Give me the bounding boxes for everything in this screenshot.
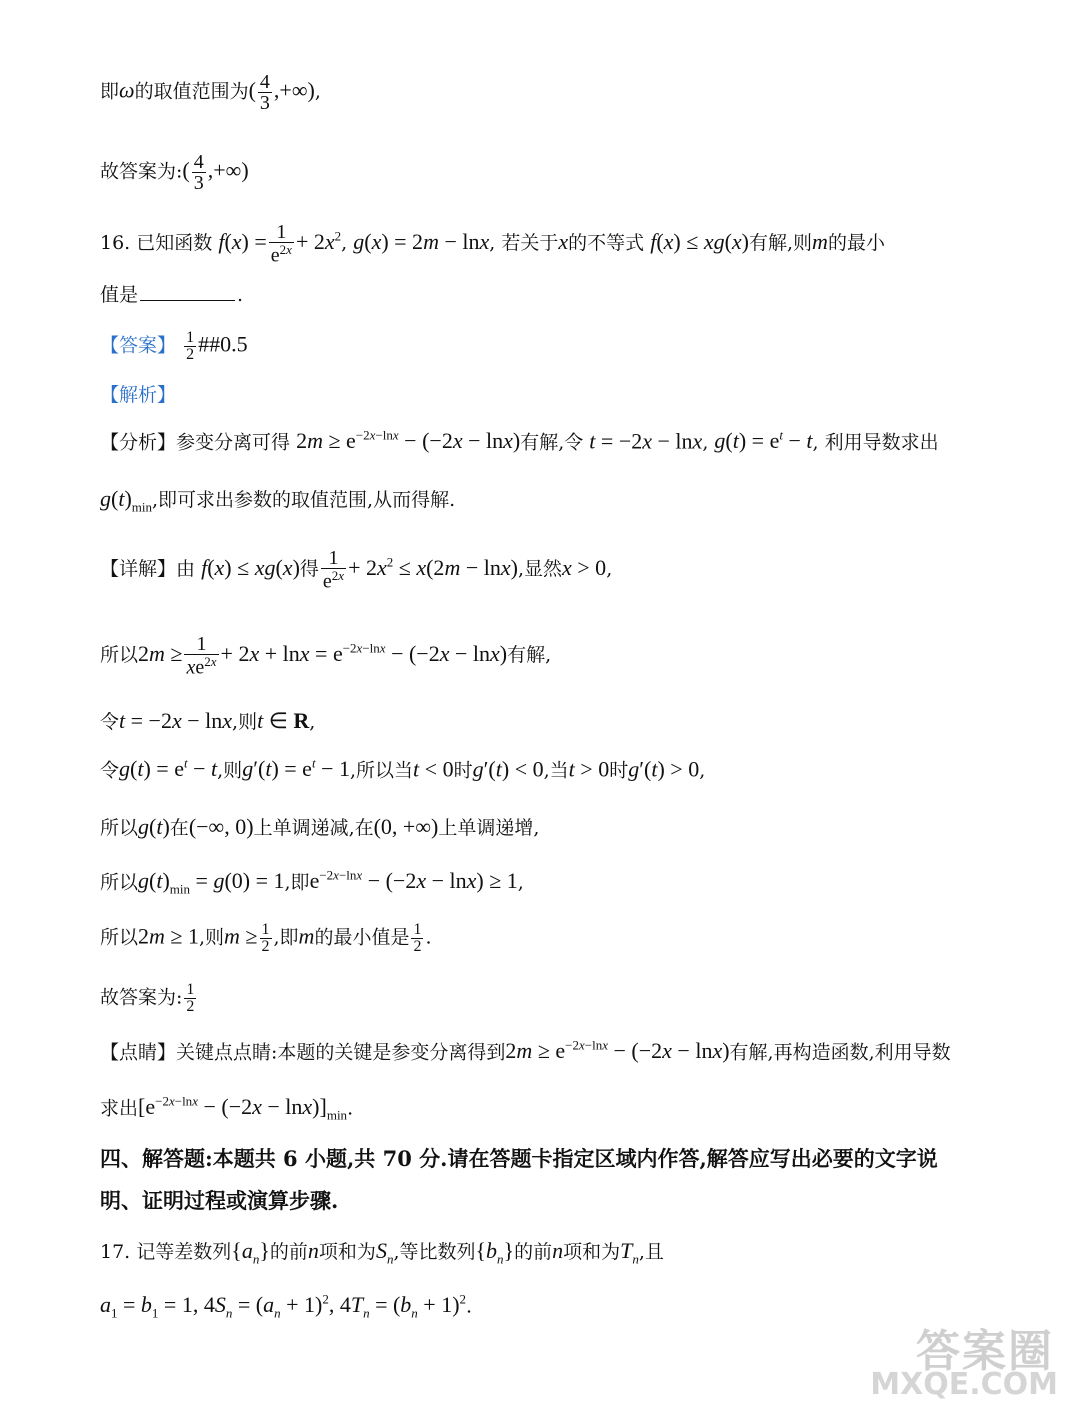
label: 【点睛】 (100, 1041, 177, 1064)
answer-label: 【答案】 (100, 334, 177, 357)
fraction: $\frac{1}{e^{2x}}$ (322, 547, 345, 593)
solution-line-omega-range: 即ω的取值范围为( $\frac{4}{3}$ ,+∞), (100, 71, 321, 114)
fraction: $\frac{1}{e^{2x}}$ (270, 221, 292, 267)
question-number: 16. (100, 231, 131, 254)
step-2: 令t = −2x − lnx,则t ∈ R, (100, 708, 316, 733)
fenxi-line-1: 【分析】参变分离可得 $2m \ge e^{-2x-lnx} - (-2x - \ln x)$有解,令 t = −2x − lnx, $g(t) = e^t - t$, 利用导数求出 (100, 428, 939, 454)
text: 值是 (100, 284, 139, 306)
text: 参变分离可得 (176, 431, 291, 454)
fraction: $\frac{4}{3}$ (259, 71, 270, 114)
text: ,则 (217, 759, 243, 782)
text: 若关于 (501, 231, 559, 254)
step-6: 所以2m ≥ 1,则m ≥ $\frac{1}{2}$ ,即m的最小值是 $\frac{1}{2}$ . (100, 921, 432, 955)
question-17: 17. 记等差数列$\{a_n\}$的前n项和为$S_n$,等比数列$\{b_n\}$的前n项和为$T_n$,且 (100, 1238, 664, 1267)
question-16: 16. 已知函数 f(x) = $\frac{1}{e^{2x}}$ + $2x^2$, g(x) = 2m − lnx, 若关于x的不等式 f(x) ≤ xg(x)有解,则m的最小 (100, 221, 885, 267)
text: 已知函数 (136, 231, 213, 254)
answer-line-2 (100, 982, 198, 1015)
text: 有解, (507, 643, 552, 666)
text: 的最小 (827, 231, 885, 254)
text: 时 (609, 759, 629, 782)
text: 所以 (100, 643, 139, 666)
text: ,则 (198, 926, 225, 949)
text: ,则 (232, 711, 258, 733)
dianjing-line-2: 求出$[e^{-2x-lnx} - (-2x - \ln x)]_{min}$. (100, 1094, 354, 1123)
dianjing-line-1: 【点睛】关键点点睛:本题的关键是参变分离得到$2m \ge e^{-2x-lnx} - (-2x - \ln x)$有解,再构造函数,利用导数 (100, 1038, 951, 1064)
text: 利用导数求出 (824, 431, 939, 454)
text: 求出 (100, 1097, 139, 1120)
text: 的不等式 (568, 231, 645, 254)
text: 项和为 (318, 1241, 376, 1263)
text: 关键点点睛:本题的关键是参变分离得到 (176, 1041, 506, 1064)
text: ,且 (638, 1241, 664, 1263)
text: 记等差数列 (136, 1241, 232, 1263)
text: 所以 (100, 817, 139, 839)
text: ,即 (273, 926, 299, 949)
text: ,即 (284, 871, 310, 894)
step-4: 所以g(t)在(−∞, 0)上单调递减,在(0, +∞)上单调递增, (100, 814, 540, 839)
text: , (314, 80, 321, 103)
text: 项和为 (563, 1241, 621, 1263)
text: 所以 (100, 871, 139, 894)
watermark-logo (870, 1315, 1072, 1405)
text: 故答案为: (100, 160, 183, 183)
label: 【分析】 (100, 431, 177, 454)
text: 有解,令 (520, 431, 584, 454)
text: 的前 (269, 1241, 308, 1263)
text: 上单调递减,在 (253, 817, 374, 839)
text: 的最小值是 (314, 926, 410, 949)
text: 所以 (100, 926, 139, 949)
text: 令 (100, 759, 120, 782)
text: ,所以当 (350, 759, 414, 782)
answer-line-1: 故答案为:( $\frac{4}{3}$ ,+∞) (100, 151, 249, 194)
text: ,等比数列 (393, 1241, 476, 1263)
text: 有解,再构造函数,利用导数 (729, 1041, 951, 1064)
fraction: $\frac{1}{2}$ (261, 921, 270, 955)
question-16-cont: 值是 . (100, 284, 244, 306)
watermark-url: MXQE.COM (870, 1367, 1058, 1402)
step-3: 令$g(t) = e^t - t$,则$g'(t) = e^t - 1$,所以当t < 0时g′(t) < 0,当t > 0时g′(t) > 0, (100, 756, 706, 782)
label: 【详解】 (100, 557, 177, 580)
text: 得 (299, 557, 319, 580)
text: 时 (453, 759, 473, 782)
fraction: $\frac{4}{3}$ (193, 151, 204, 194)
question-17-cont: $a_1 = b_1 = 1$, $4S_n = (a_n + 1)^2$, $4T_n = (b_n + 1)^2$. (100, 1292, 473, 1321)
text: ,即可求出参数的取值范围,从而得解. (152, 489, 456, 511)
text: 有解,则 (749, 231, 813, 254)
text: 的取值范围为 (134, 80, 249, 103)
text: 上单调递增, (438, 817, 540, 839)
text: ,当 (543, 759, 569, 782)
step-5: 所以$g(t)_{min} = g(0) = 1$,即$e^{-2x-lnx} - (-2x - \ln x) \ge 1$, (100, 868, 524, 897)
step-1: 所以2m ≥ $\frac{1}{xe^{2x}}$ + $2x + \ln x = e^{-2x-lnx} - (-2x - \ln x)$有解, (100, 633, 552, 679)
text: 即 (100, 80, 120, 103)
xiangjie-line: 【详解】由 f(x) ≤ xg(x)得 $\frac{1}{e^{2x}}$ + $2x^2 \le x(2m - \ln x)$,显然x > 0, (100, 547, 613, 593)
text: 在 (169, 817, 189, 839)
section-4-heading: 四、解答题:本题共 6 小题,共 70 分.请在答题卡指定区域内作答,解答应写出必要的文字说 (100, 1146, 938, 1171)
analysis-label: 【解析】 (100, 384, 177, 406)
watermark-text: 答案圈 (916, 1326, 1054, 1377)
text: 令 (100, 711, 120, 733)
text: ,显然 (517, 557, 562, 580)
text: 故答案为: (100, 986, 183, 1009)
fenxi-line-2: $g(t)_{min}$,即可求出参数的取值范围,从而得解. (100, 486, 456, 515)
fraction: $\frac{1}{2}$ (186, 981, 195, 1015)
question-number: 17. (100, 1241, 131, 1263)
text: 的前 (514, 1241, 553, 1263)
answer-blank (140, 300, 235, 301)
fraction: $\frac{1}{2}$ (186, 329, 195, 363)
fraction: $\frac{1}{xe^{2x}}$ (186, 633, 217, 679)
section-4-heading-cont: 明、证明过程或演算步骤. (100, 1188, 339, 1213)
answer-row: 【答案】 $\frac{1}{2}$ ##0.5 (100, 329, 248, 363)
fraction: $\frac{1}{2}$ (413, 921, 422, 955)
text: 由 (176, 557, 196, 580)
